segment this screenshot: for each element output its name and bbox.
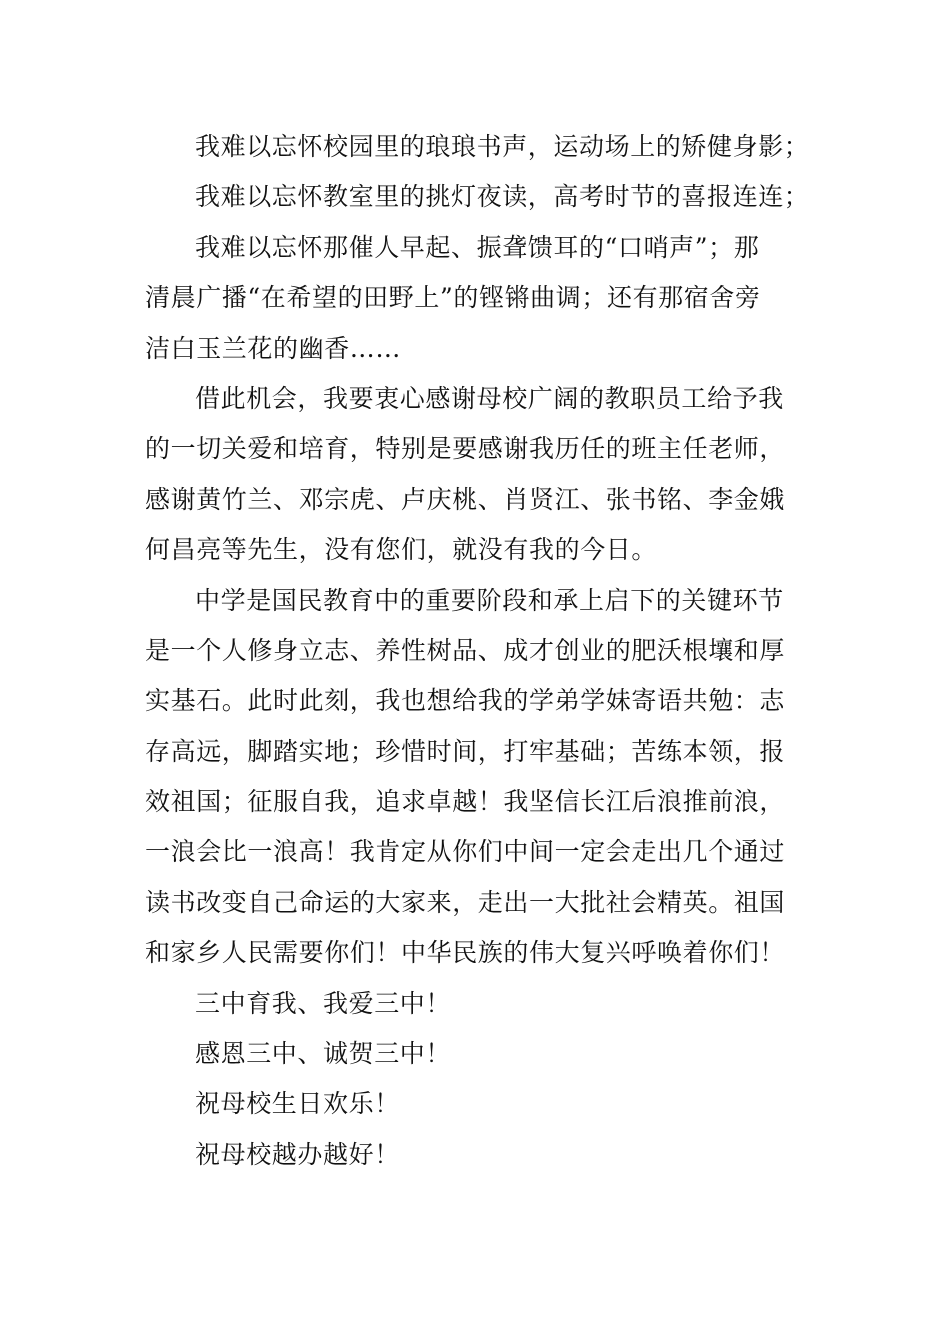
text-line: 的一切关爱和培育，特别是要感谢我历任的班主任老师，: [145, 434, 786, 464]
text-line: 中学是国民教育中的重要阶段和承上启下的关键环节: [195, 585, 784, 615]
text-line: 存高远，脚踏实地；珍惜时间，打牢基础；苦练本领，报: [145, 736, 786, 766]
document-body: [145, 122, 817, 1180]
text-line: 感恩三中、诚贺三中！: [195, 1039, 452, 1069]
text-line: 是一个人修身立志、养性树品、成才创业的肥沃根壤和厚: [145, 635, 786, 665]
text-line: 我难以忘怀教室里的挑灯夜读，高考时节的喜报连连；: [195, 182, 810, 212]
text-line: 祝母校生日欢乐！: [195, 1089, 400, 1119]
text-line: 三中育我、我爱三中！: [195, 988, 452, 1018]
text-line: 和家乡人民需要你们！中华民族的伟大复兴呼唤着你们！: [145, 938, 786, 968]
text-line: 我难以忘怀校园里的琅琅书声，运动场上的矫健身影；: [195, 132, 810, 161]
text-line: 感谢黄竹兰、邓宗虎、卢庆桃、肖贤江、张书铭、李金娥: [145, 484, 786, 514]
text-line: 何昌亮等先生，没有您们，就没有我的今日。: [145, 535, 658, 565]
text-line: 借此机会，我要衷心感谢母校广阔的教职员工给予我: [195, 383, 784, 413]
text-line: 清晨广播“在希望的田野上”的铿锵曲调；还有那宿舍旁: [145, 283, 761, 313]
text-line: 祝母校越办越好！: [195, 1139, 400, 1169]
text-line: 一浪会比一浪高！我肯定从你们中间一定会走出几个通过: [145, 837, 786, 867]
text-line: 效祖国；征服自我，追求卓越！我坚信长江后浪推前浪，: [145, 787, 786, 817]
text-line: 读书改变自己命运的大家来，走出一大批社会精英。祖国: [145, 887, 786, 917]
text-line: 实基石。此时此刻，我也想给我的学弟学妹寄语共勉：志: [145, 686, 786, 716]
text-line: 我难以忘怀那催人早起、振聋馈耳的“口哨声”；那: [195, 232, 760, 262]
text-line: 洁白玉兰花的幽香……: [145, 333, 402, 363]
